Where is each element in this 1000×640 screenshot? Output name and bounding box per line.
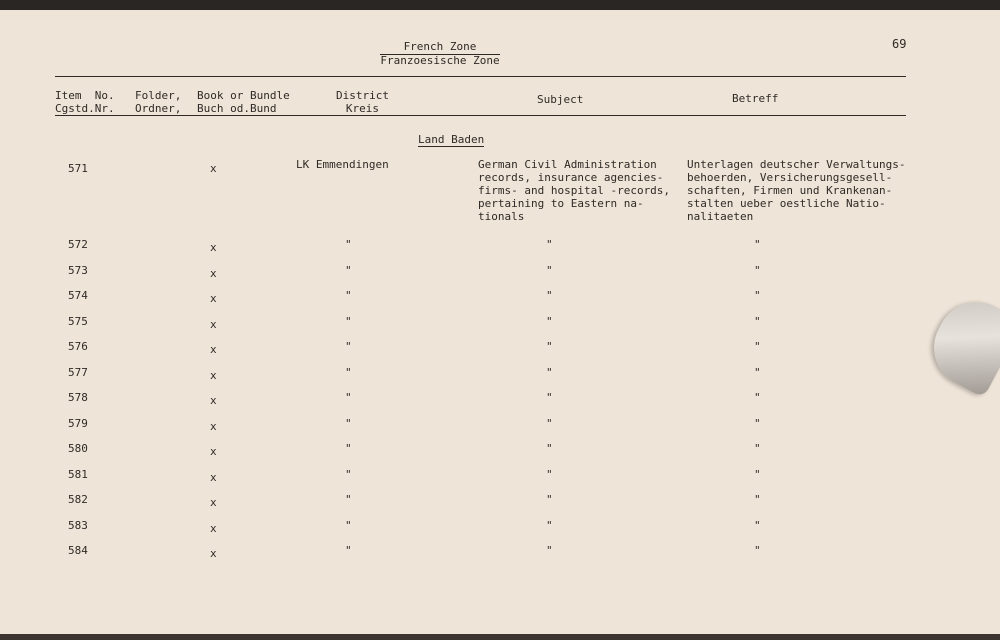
column-header-subject: Subject — [537, 93, 584, 106]
column-header-betreff: Betreff — [732, 92, 779, 105]
column-header-district: District Kreis — [336, 89, 389, 115]
district-ditto: " — [345, 417, 352, 430]
zone-title-german: Franzoesische Zone — [380, 54, 500, 67]
book-mark: x — [210, 394, 217, 407]
betreff-ditto: " — [754, 238, 761, 251]
betreff-cell: Unterlagen deutscher Verwaltungs- behoerden, Versicherungsgesell- schaften, Firmen und Krankenan- stalten ueber oestliche Natio- nalitaeten — [687, 158, 906, 223]
betreff-ditto: " — [754, 493, 761, 506]
district-ditto: " — [345, 391, 352, 404]
book-mark: x — [210, 496, 217, 509]
column-header-folder: Folder, Ordner, — [135, 89, 182, 115]
district-ditto: " — [345, 544, 352, 557]
header-rule-bottom — [55, 115, 906, 116]
header-rule-top — [55, 76, 906, 77]
book-mark: x — [210, 420, 217, 433]
book-mark: x — [210, 369, 217, 382]
book-mark: x — [210, 547, 217, 560]
district-ditto: " — [345, 340, 352, 353]
subject-ditto: " — [546, 289, 553, 302]
subject-ditto: " — [546, 442, 553, 455]
book-mark: x — [210, 162, 217, 175]
item-number: 581 — [68, 468, 88, 481]
subject-ditto: " — [546, 468, 553, 481]
betreff-ditto: " — [754, 264, 761, 277]
district-ditto: " — [345, 264, 352, 277]
item-number: 575 — [68, 315, 88, 328]
district-ditto: " — [345, 366, 352, 379]
item-number: 579 — [68, 417, 88, 430]
district-cell: LK Emmendingen — [296, 158, 389, 171]
column-header-book: Book or Bundle Buch od.Bund — [197, 89, 290, 115]
betreff-ditto: " — [754, 315, 761, 328]
betreff-ditto: " — [754, 340, 761, 353]
paper-clip-icon — [920, 288, 1000, 398]
subject-ditto: " — [546, 391, 553, 404]
district-ditto: " — [345, 519, 352, 532]
book-mark: x — [210, 267, 217, 280]
subject-cell: German Civil Administration records, insurance agencies- firms- and hospital -records, pertaining to Eastern na- tionals — [478, 158, 671, 223]
subject-ditto: " — [546, 366, 553, 379]
subject-ditto: " — [546, 544, 553, 557]
betreff-ditto: " — [754, 468, 761, 481]
betreff-ditto: " — [754, 544, 761, 557]
item-number: 580 — [68, 442, 88, 455]
book-mark: x — [210, 318, 217, 331]
section-title: Land Baden — [418, 133, 485, 146]
district-ditto: " — [345, 238, 352, 251]
book-mark: x — [210, 471, 217, 484]
betreff-ditto: " — [754, 391, 761, 404]
item-number: 578 — [68, 391, 88, 404]
page-number: 69 — [892, 37, 907, 51]
item-number: 582 — [68, 493, 88, 506]
subject-ditto: " — [546, 493, 553, 506]
district-ditto: " — [345, 315, 352, 328]
item-number: 576 — [68, 340, 88, 353]
zone-title-english: French Zone — [0, 40, 940, 53]
item-number: 573 — [68, 264, 88, 277]
item-number: 584 — [68, 544, 88, 557]
column-header-item: Item No. Cgstd.Nr. — [55, 89, 115, 115]
betreff-ditto: " — [754, 519, 761, 532]
scan-top-border — [0, 0, 1000, 10]
subject-ditto: " — [546, 417, 553, 430]
scan-bottom-border — [0, 634, 1000, 640]
item-number: 577 — [68, 366, 88, 379]
book-mark: x — [210, 292, 217, 305]
subject-ditto: " — [546, 340, 553, 353]
district-ditto: " — [345, 442, 352, 455]
subject-ditto: " — [546, 315, 553, 328]
betreff-ditto: " — [754, 442, 761, 455]
district-ditto: " — [345, 468, 352, 481]
item-number: 571 — [68, 162, 88, 175]
betreff-ditto: " — [754, 417, 761, 430]
item-number: 574 — [68, 289, 88, 302]
district-ditto: " — [345, 289, 352, 302]
item-number: 583 — [68, 519, 88, 532]
betreff-ditto: " — [754, 366, 761, 379]
subject-ditto: " — [546, 264, 553, 277]
book-mark: x — [210, 343, 217, 356]
item-number: 572 — [68, 238, 88, 251]
subject-ditto: " — [546, 238, 553, 251]
subject-ditto: " — [546, 519, 553, 532]
betreff-ditto: " — [754, 289, 761, 302]
book-mark: x — [210, 241, 217, 254]
book-mark: x — [210, 522, 217, 535]
district-ditto: " — [345, 493, 352, 506]
book-mark: x — [210, 445, 217, 458]
